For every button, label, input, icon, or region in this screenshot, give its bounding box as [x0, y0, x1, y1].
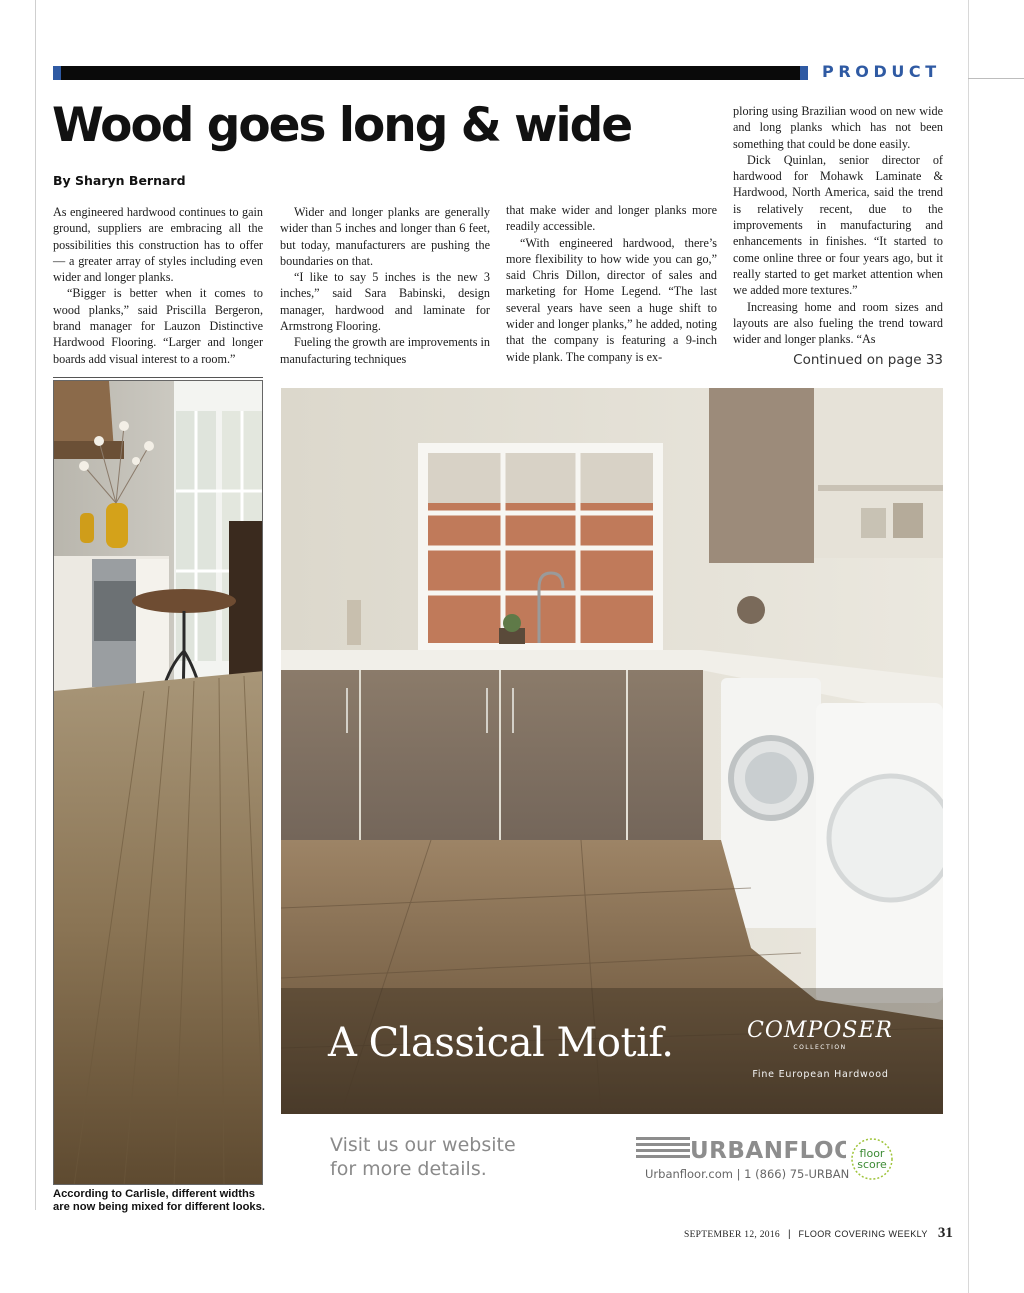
continued-link[interactable]: Continued on page 33 — [793, 352, 943, 368]
divider — [53, 377, 263, 378]
brand-name: URBANFLOO — [690, 1138, 846, 1162]
section-bar-accent-right — [800, 66, 808, 80]
collection-sub: COLLECTION — [793, 1044, 847, 1051]
page-footer — [684, 1225, 953, 1242]
kitchen-photo — [53, 380, 263, 1185]
paragraph: Wider and longer planks are generally wider than 5 inches and longer than 6 feet, but today, manufacturers are pushing the boundaries on that. — [280, 205, 490, 268]
paragraph: that make wider and longer planks more readily accessible. — [506, 203, 717, 234]
paragraph: “I like to say 5 inches is the new 3 inches,” said Sara Babinski, design manager, hardwood and laminate for Armstrong Flooring. — [280, 270, 490, 334]
page-trim-left — [35, 0, 36, 1210]
article-headline: Wood goes long & wide — [52, 98, 632, 153]
visit-line-1: Visit us our website — [330, 1134, 516, 1156]
section-bar-accent-left — [53, 66, 61, 80]
paragraph: Fueling the growth are improvements in manufacturing techniques — [280, 335, 490, 366]
ad-headline: A Classical Motif. — [328, 1020, 674, 1066]
paragraph: Increasing home and room sizes and layouts are also fueling the trend toward wider and longer planks. “As — [733, 299, 943, 347]
article-column-3 — [506, 202, 717, 365]
visit-line-2: for more details. — [330, 1158, 487, 1180]
svg-text:floor: floor — [859, 1147, 885, 1160]
ad-photo — [281, 388, 943, 1114]
paragraph: “With engineered hardwood, there’s more flexibility to how wide you can go,” said Chris Dillon, director of sales and marketing for Home Legend. “The last several years have seen a huge shift to wider and longer planks,” he added, noting that the company is featuring a 9-inch wide plank. The company is ex- — [506, 235, 717, 364]
photo-caption: According to Carlisle, different widths are now being mixed for different looks. — [53, 1188, 265, 1213]
visit-website-text[interactable] — [330, 1133, 516, 1181]
section-label: PRODUCT — [822, 62, 941, 81]
footer-separator: | — [787, 1229, 791, 1240]
urbanfloor-logo[interactable] — [636, 1134, 846, 1162]
paragraph: Dick Quinlan, senior director of hardwood for Mohawk Laminate & Hardwood, North America, said the trend is relatively recent, due to the improvements in manufacturing and enhancements in finishes. “It started to come online three or four years ago, but it really started to get market attention when we added more textures.” — [733, 152, 943, 298]
page-trim-right — [968, 0, 969, 1293]
article-column-1 — [53, 204, 263, 367]
collection-name: COMPOSER — [747, 1018, 893, 1043]
ad-contact[interactable]: Urbanfloor.com | 1 (866) 75-URBAN — [645, 1167, 850, 1181]
trim-mark — [968, 78, 1024, 79]
paragraph: “Bigger is better when it comes to wood planks,” said Priscilla Bergeron, brand manager for Lauzon Distinctive Hardwood Flooring. “Larger and longer boards add visual interest to a room.” — [53, 286, 263, 366]
page-number: 31 — [937, 1225, 953, 1241]
article-column-4 — [733, 103, 943, 347]
paragraph: As engineered hardwood continues to gain ground, suppliers are embracing all the possibilities this construction has to offer — a greater array of styles including even wider and longer planks. — [53, 205, 263, 285]
section-bar — [53, 66, 805, 80]
floorscore-badge-icon — [850, 1137, 894, 1181]
issue-date: SEPTEMBER 12, 2016 — [684, 1230, 780, 1240]
publication-name: FLOOR COVERING WEEKLY — [798, 1229, 928, 1239]
article-column-2 — [280, 204, 490, 367]
article-byline: By Sharyn Bernard — [53, 173, 186, 188]
paragraph: ploring using Brazilian wood on new wide and long planks which has not been something that could be done easily. — [733, 104, 943, 151]
composer-logo — [740, 1018, 900, 1051]
svg-text:score: score — [857, 1158, 887, 1171]
ad-tagline: Fine European Hardwood — [752, 1069, 889, 1080]
